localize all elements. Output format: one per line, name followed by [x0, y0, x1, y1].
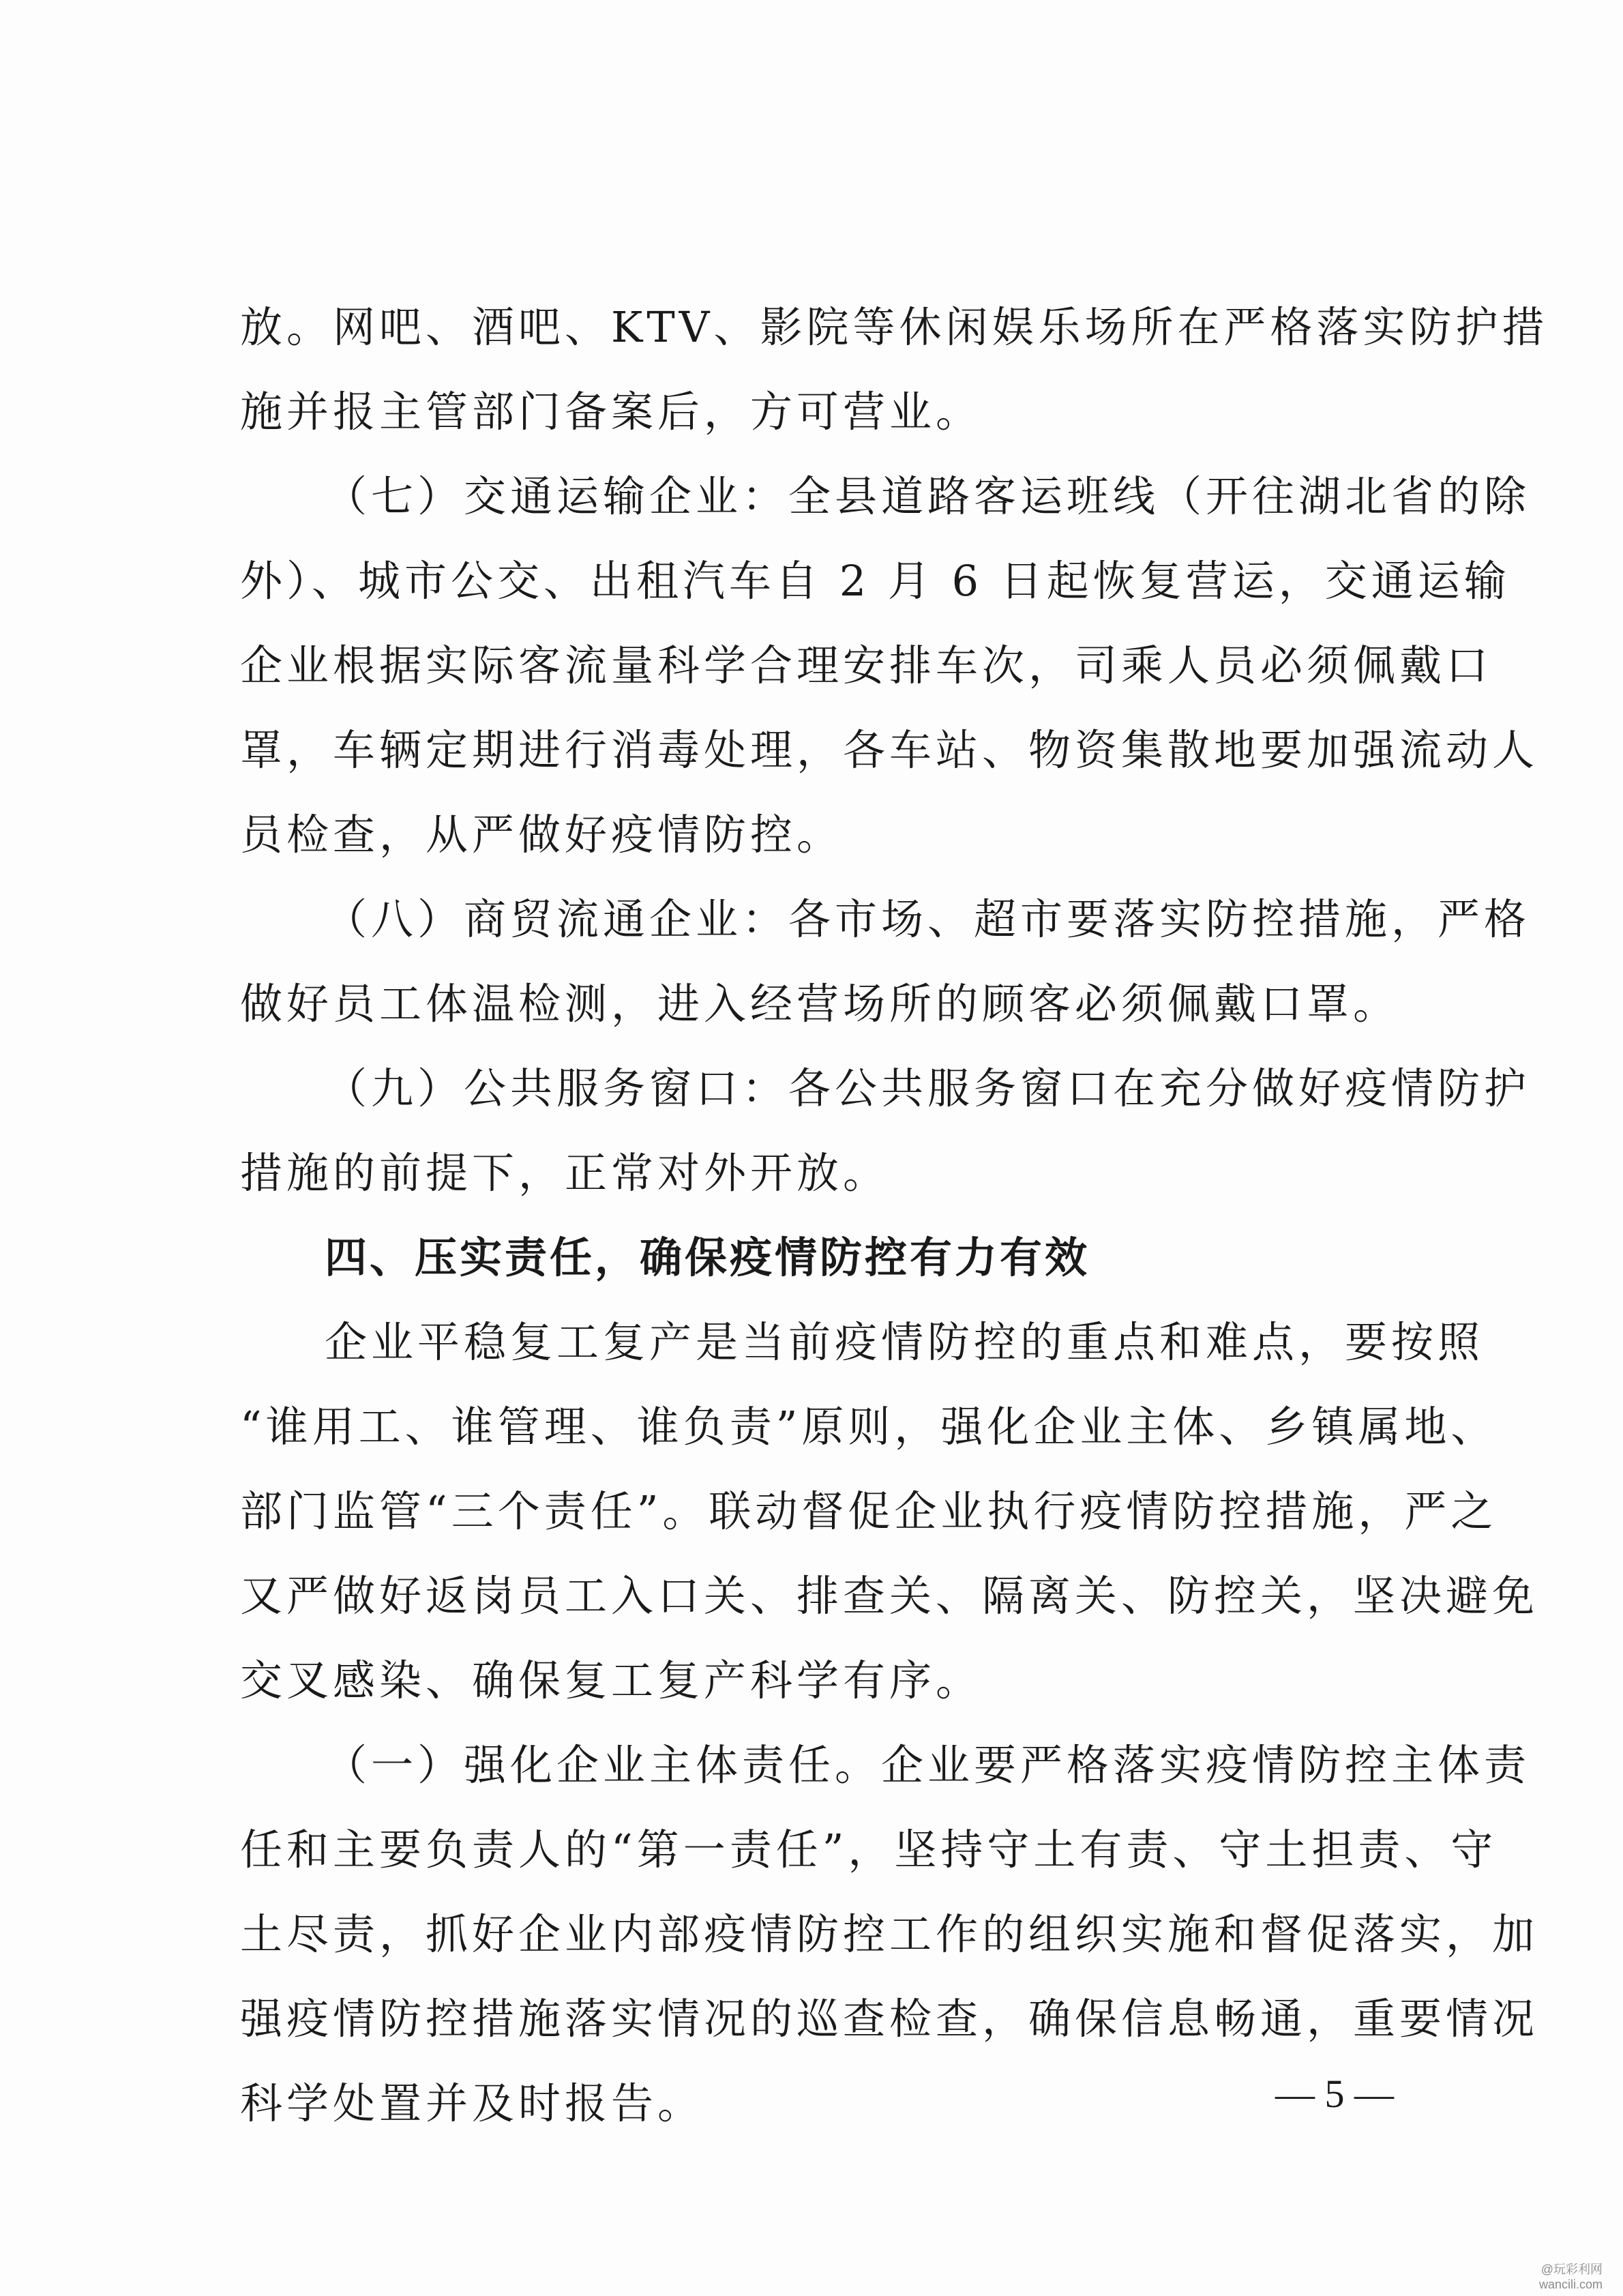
text-line: 措施的前提下，正常对外开放。 — [240, 1148, 890, 1198]
text-line: 企业根据实际客流量科学合理安排车次，司乘人员必须佩戴口 — [240, 641, 1493, 690]
text-line: “谁用工、谁管理、谁负责”原则，强化企业主体、乡镇属地、 — [240, 1402, 1498, 1452]
page-number: — 5 — — [1275, 2072, 1394, 2116]
text-line: 又严做好返岗员工入口关、排查关、隔离关、防控关，坚决避免 — [240, 1571, 1539, 1621]
text-line: 强疫情防控措施落实情况的巡查检查，确保信息畅通，重要情况 — [240, 1994, 1539, 2044]
text-line: 罩，车辆定期进行消毒处理，各车站、物资集散地要加强流动人 — [240, 725, 1539, 775]
text-line: 科学处置并及时报告。 — [240, 2078, 704, 2128]
section-item-8-line: （八）商贸流通企业：各市场、超市要落实防控措施，严格 — [325, 894, 1531, 944]
text-line: 外）、城市公交、出租汽车自 2 月 6 日起恢复营运，交通运输 — [240, 556, 1510, 606]
text-line: 部门监管“三个责任”。联动督促企业执行疫情防控措施，严之 — [240, 1486, 1498, 1536]
section-heading: 四、压实责任，确保疫情防控有力有效 — [325, 1233, 1090, 1282]
text-line: 放。网吧、酒吧、KTV、影院等休闲娱乐场所在严格落实防护措 — [240, 302, 1549, 352]
text-line: 任和主要负责人的“第一责任”，坚持守土有责、守土担责、守 — [240, 1825, 1498, 1874]
text-line: 员检查，从严做好疫情防控。 — [240, 810, 844, 859]
document-body — [240, 285, 1549, 2146]
watermark-line-1: @玩彩利网 — [1540, 2263, 1603, 2276]
text-line: 土尽责，抓好企业内部疫情防控工作的组织实施和督促落实，加 — [240, 1909, 1539, 1959]
paragraph-start-line: 企业平稳复工复产是当前疫情防控的重点和难点，要按照 — [325, 1317, 1485, 1367]
subsection-item-1-line: （一）强化企业主体责任。企业要严格落实疫情防控主体责 — [325, 1740, 1531, 1790]
watermark — [1539, 2262, 1603, 2292]
text-line: 做好员工体温检测，进入经营场所的顾客必须佩戴口罩。 — [240, 979, 1400, 1029]
section-item-7-line: （七）交通运输企业：全县道路客运班线（开往湖北省的除 — [325, 471, 1531, 521]
watermark-line-2: wancili.com — [1538, 2278, 1603, 2291]
text-line: 施并报主管部门备案后，方可营业。 — [240, 387, 983, 437]
text-line: 交叉感染、确保复工复产科学有序。 — [240, 1655, 983, 1705]
section-item-9-line: （九）公共服务窗口：各公共服务窗口在充分做好疫情防护 — [325, 1063, 1531, 1113]
